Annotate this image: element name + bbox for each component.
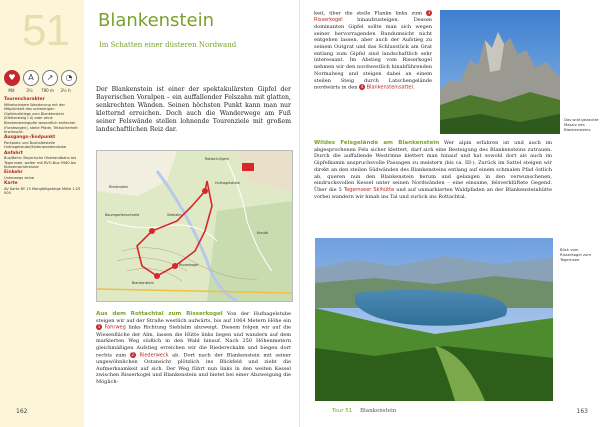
blankenstein-photo — [440, 10, 560, 134]
route-description — [96, 311, 291, 386]
difficulty-grade-icon: A — [23, 70, 39, 86]
fact-heading: Karte — [4, 181, 18, 187]
route-text: ab. Dort nach der Blankenstein mit seiner ungewöhnlichen Ostansicht plötzlich ins Blickfeld und zieht die Aufmerksamkeit auf sich. Der Weg führt nun links in den weiten Kessel zwischen Risserkogel und Blankenstein und bietet bei einer Abzweigung die Möglich- — [96, 352, 292, 386]
fact-heading: Einkehr — [4, 170, 23, 176]
route-text: Von der Hufnagelstube steigen wir auf der Straße westlich aufwärts, bis auf 1064 Metern Höhe ein — [96, 311, 292, 324]
waypoint-name: Risserkogel — [314, 17, 343, 24]
route-text: und auf unmarkierten Waldpfaden an der Blankensteinhütte vorbei wandern wir hinab ins Tal und zurück ins Rottachtal. — [314, 186, 552, 200]
waypoint-5-marker: 5 — [338, 186, 342, 193]
fact-text: Parkplatz und Bushaltestelle Hufnagelstube/Kistenwanderstube — [4, 140, 67, 150]
climbing-section — [314, 140, 552, 200]
tour-sidebar — [0, 0, 84, 427]
difficulty-values — [4, 88, 73, 93]
difficulty-value: 3½ — [26, 88, 33, 93]
waypoint-name: Fahrweg — [104, 324, 126, 331]
clock-icon: ◔ — [61, 70, 77, 86]
fact-text: AV Karte BY 15 Mangfallgebirge Mitte 1:25 000 — [4, 186, 81, 196]
map-label: Riederstein — [109, 185, 129, 189]
photo-caption: Blick vom Risserkogel zum Tegernsee — [560, 247, 592, 262]
map-label: Risserkogel — [179, 263, 199, 267]
difficulty-value: 790 m — [41, 88, 54, 93]
topographic-map — [97, 151, 292, 301]
route-text: keit, über die steile Flanke links zum — [314, 10, 423, 17]
waypoint-name: Tegernseer Skihütte — [343, 186, 395, 193]
tour-facts — [4, 98, 82, 196]
fact-heading: Ausgangs-/Endpunkt — [4, 135, 56, 141]
map-label: Kreuth — [257, 231, 269, 235]
fact-text: Unterwegs keine — [4, 176, 35, 180]
waypoint-name: Riederweck — [139, 352, 169, 359]
intro-paragraph: Der Blankenstein ist einer der spektakulärsten Gipfel der Bayerischen Voralpen – ein auffallender Felszahn mit glatten, senkrechten Wänden. Seinen höchsten Punkt kann man nur kletternd erreichen. Doch auch die Wanderwege am Fuß seiner Felswände stellen lohnende Tourenziele mit großem landschaftlichen Reiz dar. — [96, 86, 291, 134]
map-label: Hufnagelstube — [215, 181, 240, 185]
map-label: Rottach-Egern — [205, 157, 230, 161]
tour-subtitle: Im Schatten einer düsteren Nordwand — [99, 41, 237, 49]
difficulty-value: Mit — [8, 88, 15, 93]
right-page — [300, 0, 600, 427]
route-text: Wer alpin erfahren ist und auch im abgesprochenen Fels sicher klettert, darf sich eine Besteigung des Blankensteins zutrauen. Durch die auffallende Westrinne klettert man hinauf und hat sowohl dort als auch im Gipfelkamin anspruchsvolle Passagen zu meistern (bis ca. III-). Zurück im Sattel steigen wir direkt an den steilen Südwänden des Blankensteins entlang auf einem schmalen Pfad östlich ab, queren nun den Blankenstein herum und gelangen in den verwunschenen, eindrucksvollen Kessel unter seinen Nordwänden – eine einsame, felsverklüftete Gegend. Über die — [314, 140, 552, 193]
route-description-continued: keit, über die steile Flanke links zum 3 Risserkogel hinaufzusteigen. Dessen dominanten Gipfel sollte man sich wegen seiner hervorragenden Rundumsicht nicht entgehen lassen, aber auch der Aufstieg zu seinem Outgrat und das Schlusstück am Grat entlang zum Gipfel sind landschaftlich sehr interessant. Im Abstieg vom Risserkogel nehmen wir den nordwestlich hinabführenden Normalweg und steigen dabei an einem steilen Steig durch Latschengelände nordwärts in den 4 Blankensteinsattel. — [314, 10, 433, 91]
page-number: 162 — [16, 408, 28, 415]
waypoint-1-marker: 1 — [97, 324, 101, 330]
waypoint-4-marker: 4 — [360, 84, 364, 90]
waypoint-2-marker: 2 — [131, 351, 135, 357]
fact-text: Mittelschwere Wanderung mit der Möglichkeit des schwierigen Gipfelaufstiegs zum Blankenstein (Klettersteig I-II) oder ohne Blankensteingipfel wesentlich einfacher (Forstwegen), steile Pfade, Trittsicherheit erwünscht. — [4, 102, 78, 135]
section-heading: Aus dem Rottachtal zum Risserkogel — [96, 311, 223, 317]
tegernsee-photo — [315, 238, 553, 401]
tour-number: 51 — [22, 6, 69, 55]
difficulty-icons — [4, 70, 77, 86]
elevation-icon: ↗ — [42, 70, 58, 86]
footer-tour: Tour 51 — [332, 408, 353, 414]
route-text: hinaufzusteigen. Dessen dominanten Gipfel sollte man sich wegen seiner hervorragenden Rundumsicht nicht entgehen lassen, aber auch der Aufstieg zu seinem Outgrat und das Schlusstück am Grat entlang zum Gipfel sind landschaftlich sehr interessant. Im Abstieg vom Risserkogel nehmen wir den nordwestlich hinabführenden Normalweg und steigen dabei an einem steilen Steig durch Latschengelände nordwärts in den — [314, 17, 433, 91]
section-heading: Wildes Felsgelände am Blankenstein — [314, 140, 440, 146]
route-map — [96, 150, 293, 302]
tour-title: Blankenstein — [98, 10, 214, 31]
map-label: Baumgartenschneid — [105, 213, 140, 217]
map-label: Blankenstein — [132, 281, 154, 285]
footer-name: Blankenstein — [360, 408, 397, 414]
fact-heading: Anfahrt — [4, 150, 23, 156]
photo-caption: Das wild gezackte Massiv des Blankensteins — [564, 117, 599, 132]
map-label: Sieblalm — [167, 213, 182, 217]
difficulty-value: 3½ h — [60, 88, 71, 93]
waypoint-name: Blankensteinsattel — [366, 84, 413, 91]
difficulty-heart-icon: ♥ — [4, 70, 20, 86]
page-number: 163 — [576, 408, 588, 415]
route-text: links Richtung Sieblalm abzweigt. Diesem folgen wir auf die Wiesenfläche der Alm, lassen die Hütte links liegen und wandern auf dem markierten Weg südlich in den Wald hinauf. Nach 250 Höhenmetern gleichmäßigen Aufstieg erreichen wir die Riedereckalm und biegen dort rechts zum — [96, 324, 292, 359]
fact-heading: Tourencharakter — [4, 97, 45, 102]
waypoint-3-marker: 3 — [427, 10, 431, 15]
fact-text: Bus/Bahn: Bayerische Oberlandbahn bis Tegernsee, weiter mit RVO-Bus 9560 bis Klotzenwinterstube — [4, 156, 77, 170]
